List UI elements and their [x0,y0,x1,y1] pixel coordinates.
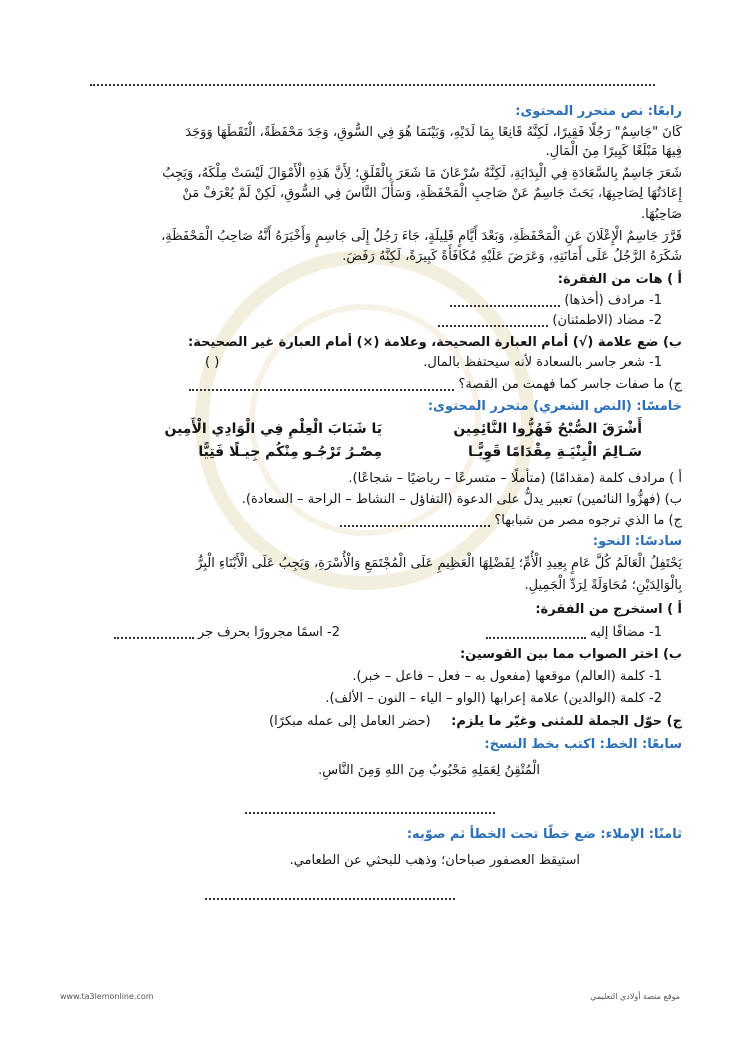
section6-paragraph-line: يَحْتَفِلُ الْعَالَمُ كُلَّ عَامٍ بِعِيدِ الْأُمِّ؛ لِفَضْلِهَا الْعَظِيمِ عَلَى الْمُجْتَمَعِ وَالْأُسْرَةِ، وَيَجِبُ عَلَى الْأَبْنَاءِ الْبِرُّ [196,556,682,571]
section4-paragraph-line: شَعَرَ جَاسِمٌ بِالسَّعَادَةِ فِي الْبِدَايَةِ، لَكِنَّهُ سُرْعَانَ مَا شَعَرَ بِالْقَلَقِ؛ لِأَنَّ هَذِهِ الْأَمْوَالَ لَيْسَتْ مِلْكَهُ، وَيَجِبُ [162,166,682,181]
footer-site-name: موقع منصة أولادي التعليمي [590,992,680,1001]
answer-blank[interactable] [438,315,548,327]
answer-blank[interactable] [189,379,454,391]
poem-verse-1b: أَشْرَقَ الصُّبْحُ فَهُزُّوا النَّائِمِين [453,421,642,437]
section7-heading: سابعًا: الخط: اكتب بخط النسخ: [484,737,682,752]
top-divider [90,84,655,86]
section4-question-b: ب) ضع علامة (√) أمام العبارة الصحيحة، وعلامة (×) أمام العبارة غير الصحيحة: [188,335,682,350]
poem-verse-2a: مِصْـرُ تَرْجُـو مِنْكُم جِيـلًا فَتِيًّا [198,444,382,460]
section6-question-b2: 2- كلمة (الوالدين) علامة إعرابها (الواو – الياء – النون – الألف). [325,691,662,706]
answer-parentheses[interactable]: ( ) [205,355,220,370]
answer-blank[interactable] [205,888,455,900]
calligraphy-text: الْمُتْقِنُ لِعَمَلِهِ مَحْبُوبٌ مِنَ اللهِ وَمِنَ النَّاسِ. [318,763,540,778]
section4-paragraph-line: شَكَرَهُ الرَّجُلُ عَلَى أَمَانَتِهِ، وَعَرَضَ عَلَيْهِ مُكَافَأَةً كَبِيرَةً، لَكِنَّهُ رَفَضَ. [342,249,682,264]
section4-question-c [60,376,682,394]
poem-verse-2b: سَـالِمَ الْبِنْيَـةِ مِقْدَامًا قَوِيًّـا [468,444,642,460]
section4-heading: رابعًا: نص متحرر المحتوى: [515,104,682,119]
section6-question-a: أ ) استخرج من الفقرة: [535,602,682,617]
section6-question-c [60,713,682,731]
question-c-sentence: (حضر العامل إلى عمله مبكرًا) [269,714,431,729]
poem-verse-1a: يَا شَبَابَ الْعِلْمِ فِي الْوَادِي الْأَمِين [164,421,382,437]
section4-paragraph-line: قَرَّرَ جَاسِمٌ الْإِعْلَانَ عَنِ الْمَحْفَظَةِ، وَبَعْدَ أَيَّامٍ قَلِيلَةٍ، جَاءَ رَجُلٌ إِلَى جَاسِمٍ وَأَخْبَرَهُ أَنَّهُ صَاحِبُ الْمَحْفَظَةِ، [161,229,682,244]
question-c-text: ج) ما صفات جاسر كما فهمت من القصة؟ [458,377,682,392]
question-c-text: ج) ما الذي ترجوه مصر من شبابها؟ [494,513,682,528]
section6-paragraph-line: بِالْوَالِدَيْنِ؛ مُحَاوَلَةً لِرَدِّ الْجَمِيلِ. [524,578,682,593]
answer-blank[interactable] [114,627,194,639]
section6-question-b: ب) اختر الصواب مما بين القوسين: [459,647,682,662]
question-a1-text: 1- مرادف (أخذها) [564,293,662,308]
footer-website[interactable]: www.ta3lemonline.com [60,992,154,1001]
section6-question-a2 [80,624,340,642]
section6-question-b1: 1- كلمة (العالم) موقعها (مفعول به – فعل – فاعل – خبر). [352,669,662,684]
section4-paragraph-line: فِيهَا مَبْلَغًا كَبِيرًا مِنَ الْمَالِ. [545,144,682,159]
section4-question-a: أ ) هات من الفقرة: [557,272,682,287]
answer-blank[interactable] [340,515,490,527]
section4-paragraph-line: صَاحِبُهَا. [640,207,682,222]
answer-blank[interactable] [450,295,560,307]
section4-question-a1 [60,292,662,310]
dictation-text: استيقظ العصفور صباحان؛ وذهب للبحثي عن الطعامي. [289,853,580,868]
section5-question-b: ب) (فهزُّوا النائمين) تعبير يدلُّ على الدعوة (التفاؤل – النشاط – الراحة – السعادة). [241,492,682,507]
section5-heading: خامسًا: (النص الشعري) متحرر المحتوى: [427,399,682,414]
section5-question-c [60,512,682,530]
section8-heading: ثامنًا: الإملاء: ضع خطًا تحت الخطأ ثم صوّبه: [406,827,682,842]
answer-blank[interactable] [486,627,586,639]
question-a2-text: 2- مضاد (الاطمئنان) [552,313,662,328]
question-b1-text: 1- شعر جاسر بالسعادة لأنه سيحتفظ بالمال. [423,355,662,370]
section4-question-b1 [60,354,662,372]
section4-paragraph-line: إِعَادَتُهَا لِصَاحِبِهَا، بَحَثَ جَاسِمٌ عَنْ صَاحِبِ الْمَحْفَظَةِ، وَسَأَلَ النَّاسَ فِي السُّوقِ، لَكِنْ لَمْ يُعْرَفْ مَنْ [182,186,682,201]
question-a1-text: 1- مضافًا إليه [589,625,662,640]
section5-question-a: أ ) مرادف كلمة (مقدامًا) (متأملًا – متسرعًا – رياضيًا – شجاعًا). [348,471,682,486]
answer-blank[interactable] [245,802,495,814]
section4-paragraph-line: كَانَ "جَاسِمٌ" رَجُلًا فَقِيرًا، لَكِنَّهُ قَانِعًا بِمَا لَدَيْهِ، وَبَيْنَمَا هُوَ فِي السُّوقِ، وَجَدَ مَحْفَظَةً، الْتَقَطَهَا وَوَجَدَ [185,125,682,140]
question-a2-text: 2- اسمًا مجرورًا بحرف جر [197,625,340,640]
section4-question-a2 [60,312,662,330]
section6-heading: سادسًا: النحو: [592,534,682,549]
question-c-text: ج) حوّل الجملة للمثنى وغيّر ما يلزم: [451,714,682,729]
